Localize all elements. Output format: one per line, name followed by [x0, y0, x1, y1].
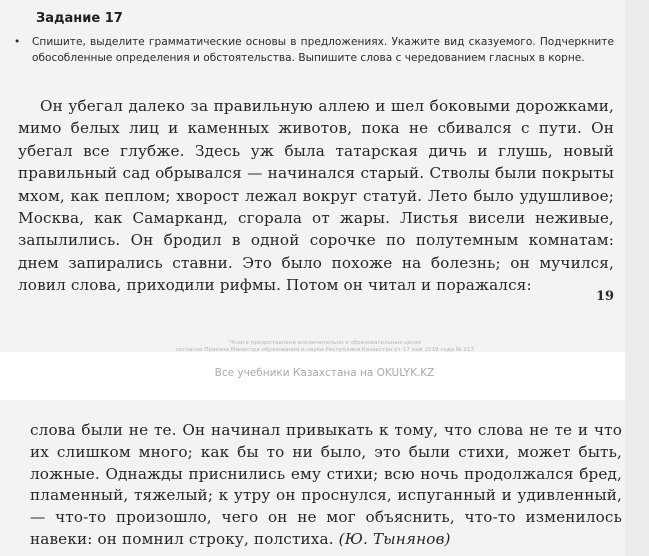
- task-instruction: [14, 34, 614, 66]
- task-title: Задание 17: [36, 11, 123, 26]
- bullet-icon: •: [14, 36, 21, 48]
- page-number: 19: [596, 289, 615, 304]
- instruction-text: Спишите, выделите грамматические основы в предложениях. Укажите вид сказуемого. Подчеркните обособленные определения и обстоятельства. Выпишите слова с чередованием гласных в корне.: [32, 36, 614, 64]
- disclaimer-line-1: *Книга предоставлена исключительно в образовательных целях: [228, 340, 422, 346]
- disclaimer-line-2: согласно Приказа Министра образования и науки Республики Казахстан от 17 мая 2019 года № 217: [175, 347, 475, 353]
- main-text: Он убегал далеко за правильную аллею и шел боковыми дорожками, мимо белых лиц и каменных животов, пока не сбивался с пути. Он убегал все глубже. Здесь уж была татарская дичь и глушь, новый правильный сад обрывался — начинался старый. Стволы были покрыты мхом, как пеплом; хворост лежал вокруг статуй. Лето было удушливое; Москва, как Самарканд, сгорала от жары. Листья висели неживые, запылились. Он бродил в одной сорочке по полутемным комнатам: днем запирались ставни. Это было похоже на болезнь; он мучился, ловил слова, приходили рифмы. Потом он читал и поражался:: [18, 97, 614, 295]
- continuation-body: слова были не те. Он начинал привыкать к тому, что слова не те и что их слишком много; как бы то ни было, это были стихи, может быть, ложные. Однажды приснились ему стихи; всю ночь продолжался бред, пламенный, тяжелый; к утру он проснулся, испуганный и удивленный, — что-то произошло, чего он не мог объяснить, что-то изменилось навеки: он помнил строку, полстиха.: [30, 421, 622, 548]
- watermark: Все учебники Казахстана на OKULYK.KZ: [214, 367, 435, 379]
- right-gutter: [625, 0, 649, 556]
- disclaimer: [130, 340, 520, 354]
- author: (Ю. Тынянов): [338, 529, 451, 548]
- continuation-text: [30, 420, 622, 551]
